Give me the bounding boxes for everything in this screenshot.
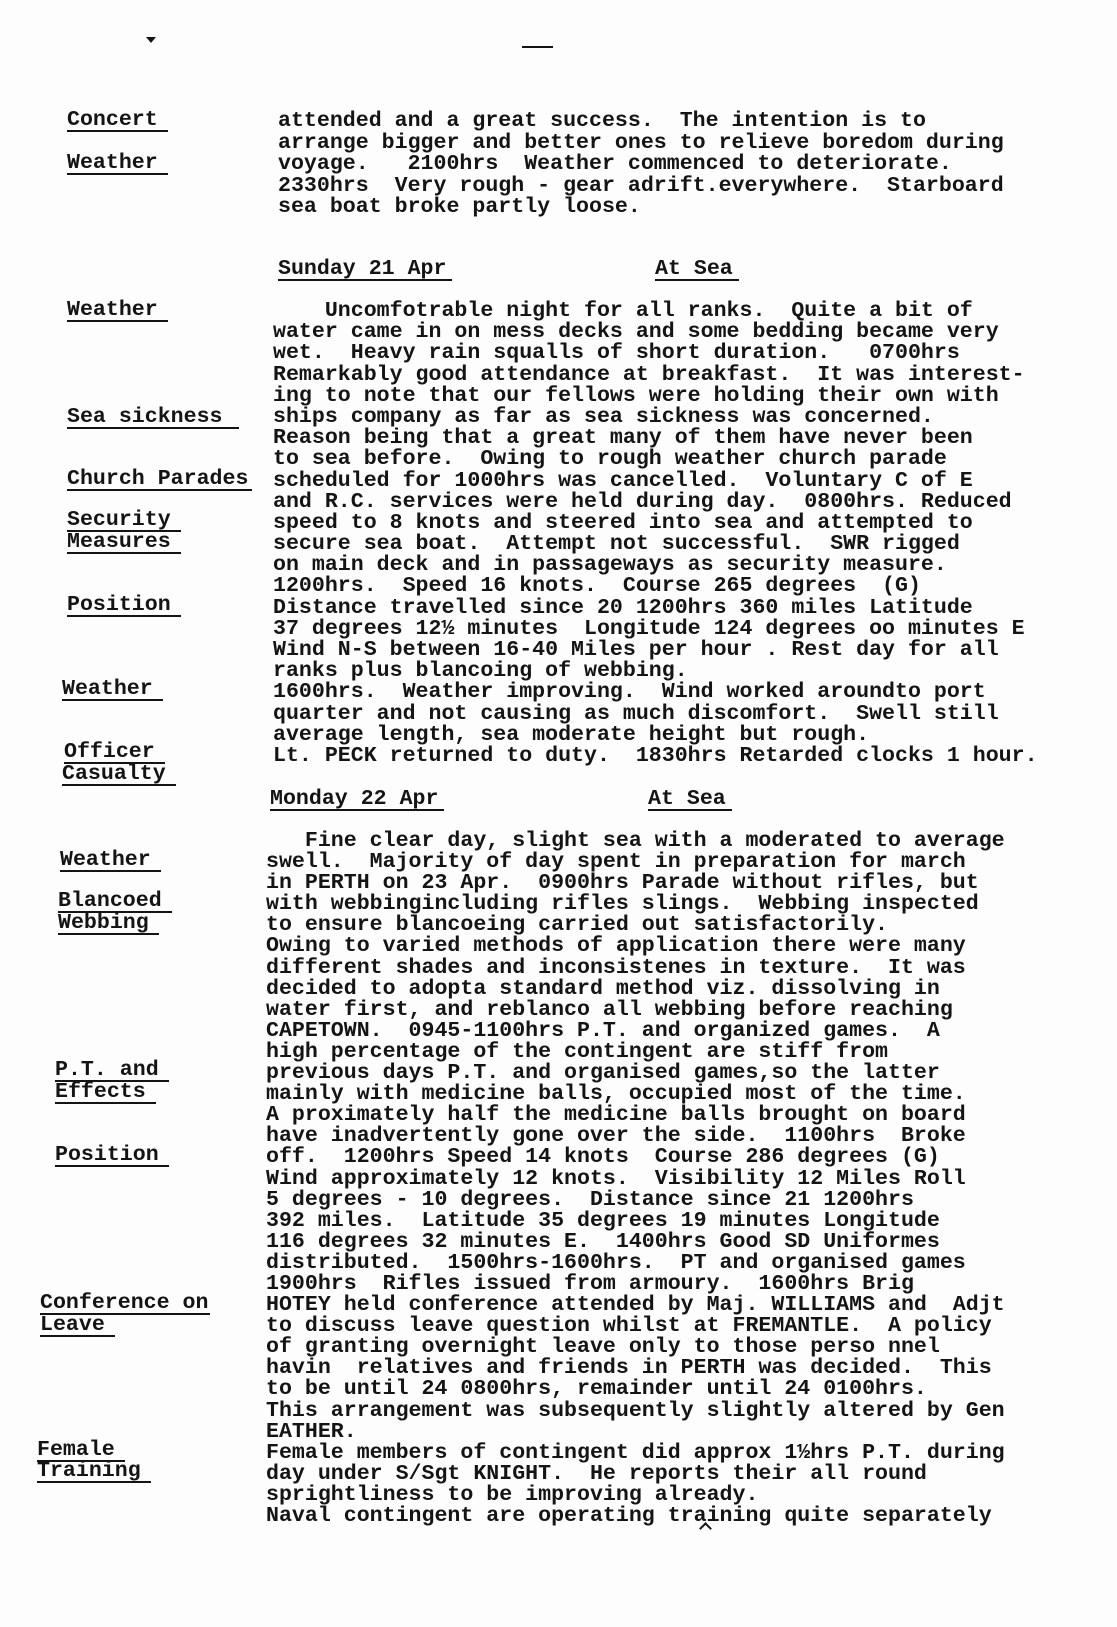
entry-monday-text bbox=[266, 831, 1005, 1527]
ink-mark bbox=[146, 37, 156, 43]
text-line: Naval contingent are operating training quite separately bbox=[266, 1504, 992, 1528]
text-line: havin relatives and friends in PERTH was decided. This bbox=[266, 1356, 992, 1381]
margin-note-weather: Weather bbox=[62, 680, 163, 701]
text-line: quarter and not causing as much discomfort. Swell still bbox=[273, 701, 999, 726]
text-line: off. 1200hrs Speed 14 knots Course 286 degrees (G) bbox=[266, 1145, 940, 1170]
text-line: swell. Majority of day spent in preparation for march bbox=[266, 850, 966, 875]
margin-note-conference-on: Conference on bbox=[40, 1291, 209, 1315]
entry-date: Sunday 21 Apr bbox=[278, 259, 452, 281]
text-line: average length, sea moderate height but rough. bbox=[273, 722, 870, 747]
text-line: ing to note that our fellows were holding their own with bbox=[273, 383, 999, 408]
margin-note-sea-sickness: Sea sickness bbox=[67, 408, 239, 429]
entry-location: At Sea bbox=[655, 259, 739, 281]
text-line: of granting overnight leave only to those perso nnel bbox=[266, 1335, 940, 1360]
text-line: CAPETOWN. 0945-1100hrs P.T. and organized games. A bbox=[266, 1018, 940, 1043]
margin-note-weather: Weather bbox=[67, 154, 168, 175]
text-line: previous days P.T. and organised games,so the latter bbox=[266, 1061, 940, 1086]
margin-note-training: Training bbox=[37, 1462, 151, 1483]
text-line: on main deck and in passageways as security measure. bbox=[273, 553, 947, 578]
margin-note-webbing: Webbing bbox=[58, 914, 159, 935]
margin-note-weather: Weather bbox=[67, 301, 168, 322]
margin-note-effects: Effects bbox=[55, 1083, 156, 1104]
margin-note-officer: Officer bbox=[64, 743, 165, 764]
text-line: and R.C. services were held during day. 0800hrs. Reduced bbox=[273, 489, 1012, 514]
text-line: have inadvertently gone over the side. 1100hrs Broke bbox=[266, 1124, 966, 1149]
text-line: 1900hrs Rifles issued from armoury. 1600hrs Brig bbox=[266, 1271, 914, 1296]
text-line: 392 miles. Latitude 35 degrees 19 minutes Longitude bbox=[266, 1208, 940, 1233]
margin-note-female: Female bbox=[37, 1441, 125, 1462]
margin-note-concert: Concert bbox=[67, 111, 168, 132]
entry-sunday-text bbox=[273, 301, 1038, 767]
text-line: to be until 24 0800hrs, remainder until 24 0100hrs. bbox=[266, 1377, 927, 1402]
margin-note-weather: Weather bbox=[60, 851, 161, 872]
margin-note-security: Security bbox=[67, 511, 181, 532]
text-line: voyage. 2100hrs Weather commenced to deteriorate. bbox=[278, 152, 952, 176]
text-line: 116 degrees 32 minutes E. 1400hrs Good SD Uniformes bbox=[266, 1229, 940, 1254]
text-line: high percentage of the contingent are stiff from bbox=[266, 1039, 889, 1064]
page-dash-mark bbox=[522, 46, 553, 48]
text-line: scheduled for 1000hrs was cancelled. Voluntary C of E bbox=[273, 468, 973, 493]
text-line: A proximately half the medicine balls brought on board bbox=[266, 1103, 966, 1128]
margin-note-position: Position bbox=[55, 1146, 169, 1167]
text-line: day under S/Sgt KNIGHT. He reports their all round bbox=[266, 1461, 927, 1486]
text-line: wet. Heavy rain squalls of short duration. 0700hrs bbox=[273, 341, 960, 366]
text-line: 37 degrees 12½ minutes Longitude 124 degrees oo minutes E bbox=[273, 616, 1025, 641]
text-line: to discuss leave question whilst at FREMANTLE. A policy bbox=[266, 1314, 992, 1339]
text-line: speed to 8 knots and steered into sea and attempted to bbox=[273, 510, 973, 535]
margin-note-church-parades: Church Parades bbox=[67, 470, 252, 491]
text-line: water came in on mess decks and some bedding became very bbox=[273, 320, 999, 345]
text-line: 2330hrs Very rough - gear adrift.everywhere. Starboard bbox=[278, 173, 1004, 198]
margin-note-casualty: Casualty bbox=[62, 765, 176, 786]
text-line: attended and a great success. The intention is to bbox=[278, 109, 926, 133]
text-line: Lt. PECK returned to duty. 1830hrs Retarded clocks 1 hour. bbox=[273, 743, 1038, 768]
text-line: Wind approximately 12 knots. Visibility 12 Miles Roll bbox=[266, 1166, 966, 1191]
entry-continued-text bbox=[278, 111, 1004, 219]
margin-note-leave: Leave bbox=[40, 1316, 115, 1337]
entry-date: Monday 22 Apr bbox=[270, 789, 444, 811]
text-line: 5 degrees - 10 degrees. Distance since 21 1200hrs bbox=[266, 1187, 914, 1212]
text-line: Distance travelled since 20 1200hrs 360 miles Latitude bbox=[273, 595, 973, 620]
text-line: different shades and inconsistenes in texture. It was bbox=[266, 955, 966, 980]
text-line: sprightliness to be improving already. bbox=[266, 1482, 759, 1507]
text-line: 1600hrs. Weather improving. Wind worked aroundto port bbox=[273, 680, 986, 705]
text-line: decided to adopta standard method viz. dissolving in bbox=[266, 976, 940, 1001]
text-line: arrange bigger and better ones to relieve boredom during bbox=[278, 130, 1004, 155]
text-line: distributed. 1500hrs-1600hrs. PT and organised games bbox=[266, 1250, 966, 1275]
text-line: secure sea boat. Attempt not successful. SWR rigged bbox=[273, 532, 960, 557]
text-line: Reason being that a great many of them have never been bbox=[273, 426, 973, 451]
margin-note-measures: Measures bbox=[67, 533, 181, 554]
text-line: Owing to varied methods of application there were many bbox=[266, 934, 966, 959]
text-line: water first, and reblanco all webbing before reaching bbox=[266, 997, 953, 1022]
entry-location: At Sea bbox=[648, 789, 732, 811]
text-line: HOTEY held conference attended by Maj. WILLIAMS and Adjt bbox=[266, 1293, 1005, 1318]
text-line: to ensure blancoeing carried out satisfactorily. bbox=[266, 913, 889, 938]
text-line: Wind N-S between 16-40 Miles per hour . Rest day for all bbox=[273, 638, 999, 662]
text-line: ranks plus blancoing of webbing. bbox=[273, 659, 688, 684]
text-line: Female members of contingent did approx 1½hrs P.T. during bbox=[266, 1440, 1005, 1465]
margin-note-blancoed: Blancoed bbox=[58, 892, 172, 913]
text-line: to sea before. Owing to rough weather church parade bbox=[273, 447, 947, 472]
margin-note-position: Position bbox=[67, 596, 181, 617]
text-line: This arrangement was subsequently slightly altered by Gen bbox=[266, 1398, 1005, 1423]
text-line: 1200hrs. Speed 16 knots. Course 265 degrees (G) bbox=[273, 574, 921, 599]
text-line: sea boat broke partly loose. bbox=[278, 195, 641, 219]
text-line: Uncomfotrable night for all ranks. Quite a bit of bbox=[273, 299, 973, 323]
text-line: Fine clear day, slight sea with a moderated to average bbox=[266, 829, 1005, 853]
text-line: in PERTH on 23 Apr. 0900hrs Parade without rifles, but bbox=[266, 871, 979, 896]
text-line: mainly with medicine balls, occupied most of the time. bbox=[266, 1082, 966, 1107]
text-line: ships company as far as sea sickness was concerned. bbox=[273, 404, 934, 429]
text-line: with webbingincluding rifles slings. Webbing inspected bbox=[266, 892, 979, 917]
margin-note-pt-and: P.T. and bbox=[55, 1061, 169, 1082]
text-line: EATHER. bbox=[266, 1419, 357, 1444]
text-line: Remarkably good attendance at breakfast. It was interest- bbox=[273, 362, 1025, 387]
